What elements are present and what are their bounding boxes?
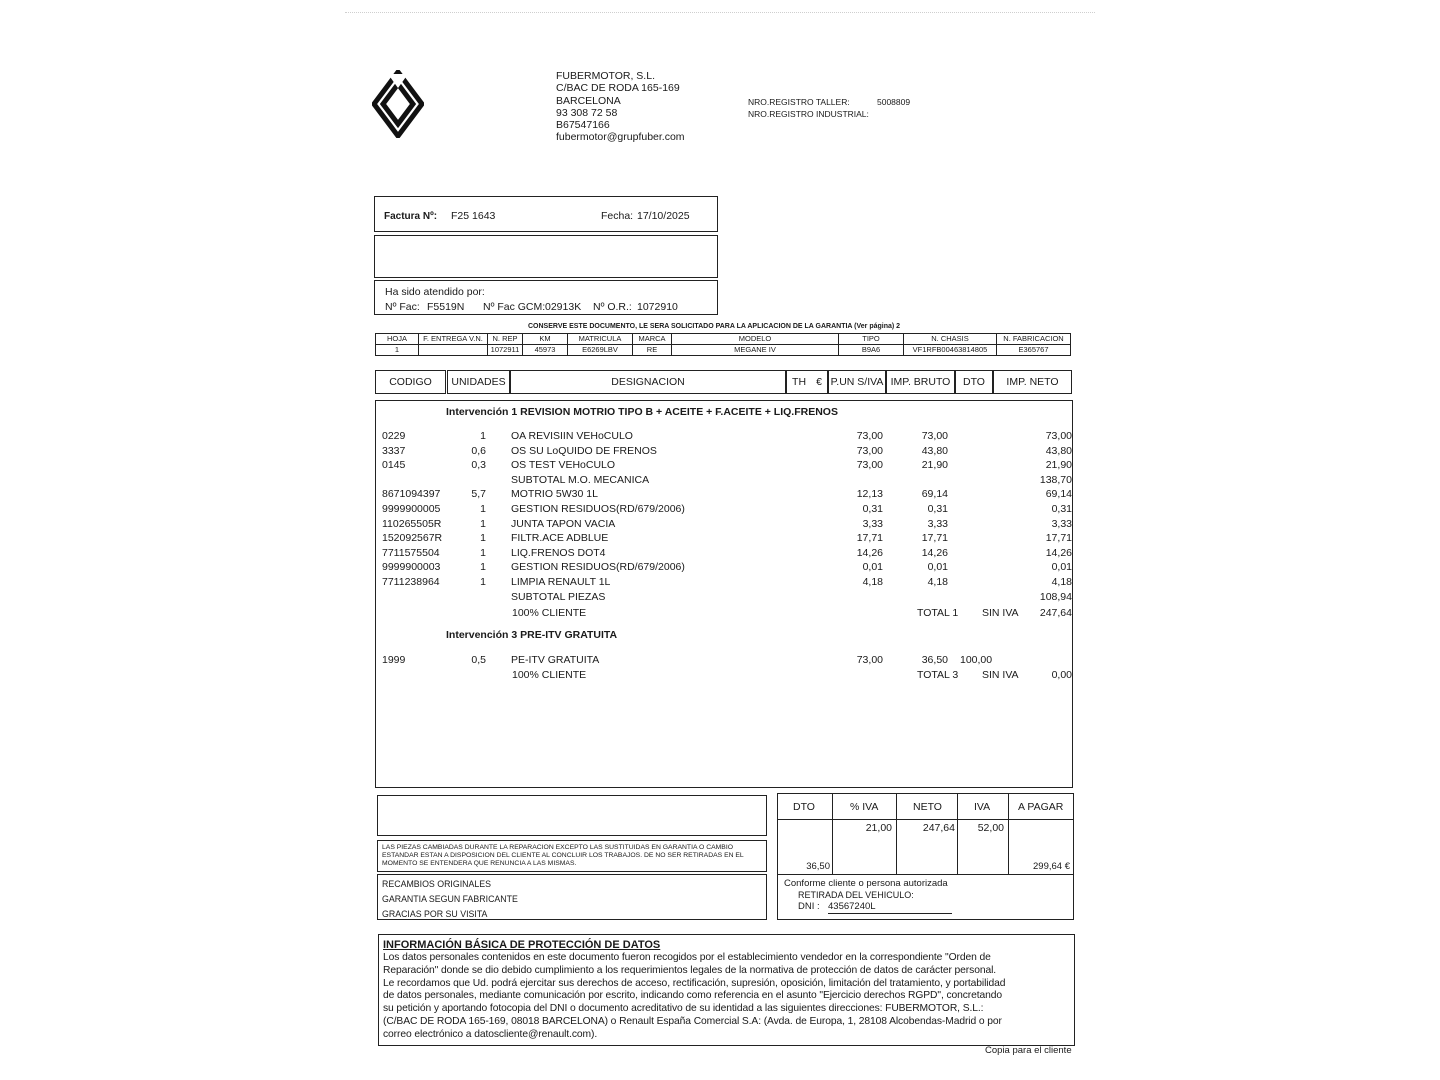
line-units: 1: [480, 561, 486, 574]
totals-iva-value: 52,00: [977, 822, 1004, 834]
company-info: [556, 70, 685, 144]
totals-col-divider: [957, 793, 958, 875]
line-code: 7711575504: [382, 546, 440, 559]
totals-header-iva-pct: % IVA: [850, 801, 879, 813]
intervention-1-client: 100% CLIENTE: [512, 607, 587, 619]
vehicle-header: MATRICULA: [568, 334, 633, 345]
line-code: 8671094397: [382, 488, 441, 501]
vehicle-value: E6269LBV: [568, 345, 633, 356]
col-header-neto: IMP. NETO: [993, 370, 1072, 394]
totals-neto-value: 247,64: [922, 822, 955, 834]
line-unit-price: 17,71: [856, 532, 883, 545]
line-units: 1: [480, 430, 486, 442]
totals-col-divider: [832, 793, 833, 875]
vehicle-value: MEGANE IV: [672, 345, 839, 356]
totals-iva-pct-value: 21,00: [865, 822, 892, 834]
line-net: 0,31: [1051, 503, 1072, 515]
line-code: 0145: [382, 459, 406, 472]
attended-gcm: 02913K: [545, 301, 582, 313]
attended-fac: F5519N: [427, 301, 465, 313]
line-units: 0,5: [471, 654, 486, 666]
registry-taller-label: NRO.REGISTRO TALLER:: [748, 97, 850, 107]
signature-line2: RETIRADA DEL VEHICULO:: [798, 890, 914, 900]
registry-industrial-label: NRO.REGISTRO INDUSTRIAL:: [748, 109, 869, 119]
line-item-row: [382, 531, 1072, 545]
line-description: OS TEST VEHoCULO: [511, 459, 616, 472]
vehicle-header: N. FABRICACION: [997, 334, 1071, 345]
line-unit-price: 0,01: [862, 561, 883, 574]
invoice-date: 17/10/2025: [637, 210, 690, 222]
note-gracias: GRACIAS POR SU VISITA: [382, 909, 488, 919]
col-header-codigo: CODIGO: [375, 370, 446, 394]
totals-header-pagar: A PAGAR: [1018, 801, 1064, 813]
line-net: 73,00: [1045, 430, 1072, 442]
line-description: GESTION RESIDUOS(RD/679/2006): [511, 503, 685, 515]
invoice-box: [374, 196, 718, 232]
line-item-row: [382, 502, 1072, 516]
company-phone: 93 308 72 58: [556, 106, 618, 119]
line-unit-price: 73,00: [856, 444, 883, 457]
vehicle-table: [375, 333, 1071, 356]
copy-note: Copia para el cliente: [985, 1045, 1072, 1056]
line-code: 9999900005: [382, 503, 441, 515]
vehicle-value: 1072911: [488, 345, 523, 356]
line-gross: 0,01: [927, 561, 948, 574]
col-header-th: [786, 370, 828, 394]
col-header-euro: €: [816, 376, 822, 388]
col-header-th-label: TH: [792, 376, 807, 388]
line-item-row: [382, 444, 1072, 458]
line-gross: 3,33: [927, 517, 948, 530]
invoice-date-label: Fecha:: [601, 210, 634, 222]
vehicle-header-row: [376, 334, 1071, 345]
vehicle-header: MARCA: [633, 334, 672, 345]
company-address: C/BAC DE RODA 165-169: [556, 82, 680, 95]
data-protection-line: correo electrónico a datoscliente@renault.com).: [383, 1028, 598, 1040]
company-email: fubermotor@grupfuber.com: [556, 131, 685, 144]
registry-taller-value: 5008809: [877, 97, 911, 107]
line-description: LIMPIA RENAULT 1L: [511, 576, 611, 588]
line-unit-price: 14,26: [856, 546, 883, 559]
company-name: FUBERMOTOR, S.L.: [556, 70, 655, 82]
vehicle-header: N. REP: [488, 334, 523, 345]
attended-gcm-label: Nº Fac GCM:: [483, 301, 546, 313]
line-unit-price: 73,00: [856, 654, 883, 666]
line-gross: 17,71: [921, 532, 948, 545]
line-code: 9999900003: [382, 561, 441, 574]
line-item-row: [382, 429, 1072, 443]
line-item-row: [382, 458, 1072, 472]
data-protection-line: de datos personales, mediante comunicación por escrito, indicando como referencia en el asunto "Ejercicio derechos RGPD", concretando: [383, 990, 1003, 1002]
intervention-3-total-row: [382, 668, 1072, 682]
intervention-3-total: 0,00: [1051, 669, 1072, 681]
intervention-1-total: 247,64: [1039, 607, 1072, 619]
vehicle-value: VF1RFB00463814805: [904, 345, 997, 356]
data-protection-line: (C/BAC DE RODA 165-169, 08018 BARCELONA) o Renault España Comercial S.A: (Avda. de Europa, 1, 28108 Alcobendas-Madrid o por: [383, 1015, 1002, 1027]
intervention-3-title: Intervención 3 PRE-ITV GRATUITA: [446, 629, 618, 641]
totals-header-iva: IVA: [974, 801, 991, 813]
signature-dni: 43567240L: [828, 901, 952, 914]
line-description: OA REVISIIN VEHoCULO: [511, 430, 633, 442]
note-garantia: GARANTIA SEGUN FABRICANTE: [382, 894, 518, 904]
vehicle-header: TIPO: [839, 334, 904, 345]
company-city: BARCELONA: [556, 94, 621, 107]
vehicle-values-row: [376, 345, 1071, 356]
line-net: 4,18: [1051, 576, 1072, 588]
notes-box: [377, 874, 767, 920]
line-net: 138,70: [1039, 473, 1072, 486]
line-net: 108,94: [1039, 590, 1072, 603]
totals-dto-value: 36,50: [806, 861, 830, 872]
page-top-rule: [345, 12, 1095, 13]
data-protection-line: Le recordamos que Ud. podrá ejercitar sus derechos de acceso, rectificación, supresión, oposición, limitación del tratamiento, y portabilidad: [383, 977, 1006, 989]
line-code: 1999: [382, 654, 406, 666]
line-description: SUBTOTAL M.O. MECANICA: [511, 473, 650, 486]
vehicle-header: HOJA: [376, 334, 419, 345]
attended-or-label: Nº O.R.:: [593, 301, 632, 313]
line-item-row: [382, 653, 1072, 667]
vehicle-value: E365767: [997, 345, 1071, 356]
line-gross: 21,90: [921, 459, 948, 472]
line-gross: 14,26: [921, 546, 948, 559]
line-code: 152092567R: [382, 532, 443, 545]
totals-col-divider: [896, 793, 897, 875]
disclaimer-box: [377, 840, 767, 872]
line-units: 1: [480, 503, 486, 515]
totals-pagar-value: 299,64 €: [1033, 861, 1070, 872]
note-recambios: RECAMBIOS ORIGINALES: [382, 879, 492, 889]
line-item-row: [382, 546, 1072, 560]
col-header-unidades: UNIDADES: [447, 370, 510, 394]
line-code: 3337: [382, 444, 406, 457]
signature-line1: Conforme cliente o persona autorizada: [784, 878, 948, 889]
vehicle-value: B9A6: [839, 345, 904, 356]
line-unit-price: 0,31: [862, 503, 883, 515]
vehicle-header: KM: [523, 334, 568, 345]
line-description: SUBTOTAL PIEZAS: [511, 590, 606, 603]
line-description: LIQ.FRENOS DOT4: [511, 546, 606, 559]
vehicle-value: [419, 345, 488, 356]
line-item-row: [382, 590, 1072, 604]
line-units: 1: [480, 546, 486, 559]
col-header-designacion: DESIGNACION: [510, 370, 786, 394]
attended-title: Ha sido atendido por:: [385, 286, 485, 298]
line-item-row: [382, 487, 1072, 501]
line-gross: 36,50: [921, 654, 948, 666]
line-units: 1: [480, 532, 486, 545]
line-code: 7711238964: [382, 576, 440, 588]
line-item-row: [382, 473, 1072, 487]
data-protection-line: Los datos personales contenidos en este documento fueron recogidos por el establecimiento vendedor en la correspondiente "Orden de: [383, 952, 991, 963]
intervention-3-sin-iva: SIN IVA: [982, 669, 1019, 681]
line-net: 17,71: [1045, 532, 1072, 545]
line-discount: 100,00: [960, 654, 993, 666]
line-gross: 4,18: [927, 576, 948, 588]
line-net: 14,26: [1045, 546, 1072, 559]
line-gross: 73,00: [921, 430, 948, 442]
line-units: 1: [480, 517, 486, 530]
vehicle-value: 1: [376, 345, 419, 356]
totals-header-neto: NETO: [913, 801, 942, 813]
vehicle-value: 45973: [523, 345, 568, 356]
renault-logo-icon: [372, 70, 424, 138]
invoice-number: F25 1643: [451, 210, 496, 222]
col-header-bruto: IMP. BRUTO: [886, 370, 955, 394]
data-protection-box: [378, 934, 1075, 1046]
line-net: 43,80: [1045, 444, 1072, 457]
attended-or: 1072910: [637, 301, 678, 313]
data-protection-line: Reparación" donde se dio debido cumplimiento a los requerimientos legales de la normativa de protección de datos de carácter personal.: [383, 964, 997, 976]
line-net: 21,90: [1045, 459, 1072, 472]
line-unit-price: 4,18: [862, 576, 883, 588]
vehicle-header: F. ENTREGA V.N.: [419, 334, 488, 345]
invoice-number-label: Factura Nº:: [384, 211, 438, 222]
intervention-1-title: Intervención 1 REVISION MOTRIO TIPO B + ACEITE + F.ACEITE + LIQ.FRENOS: [446, 406, 838, 418]
line-units: 0,6: [471, 444, 486, 457]
line-description: PE-ITV GRATUITA: [511, 654, 600, 666]
intervention-1-total-label: TOTAL 1: [917, 607, 959, 619]
observations-box: [377, 795, 767, 836]
vehicle-header: MODELO: [672, 334, 839, 345]
client-box: [374, 235, 718, 278]
data-protection-title: INFORMACIÓN BÁSICA DE PROTECCIÓN DE DATOS: [383, 939, 661, 951]
line-description: JUNTA TAPON VACIA: [511, 517, 616, 530]
line-description: OS SU LoQUIDO DE FRENOS: [511, 444, 657, 457]
line-code: 110265505R: [382, 517, 442, 530]
line-description: FILTR.ACE ADBLUE: [511, 532, 609, 545]
signature-dni-label: DNI :: [798, 901, 820, 912]
line-code: 0229: [382, 430, 406, 442]
line-description: MOTRIO 5W30 1L: [511, 488, 598, 501]
line-net: 0,01: [1051, 561, 1072, 574]
line-net: 69,14: [1045, 488, 1072, 501]
col-header-dto: DTO: [955, 370, 993, 394]
company-cif: B67547166: [556, 119, 610, 132]
line-units: 1: [480, 576, 486, 588]
col-header-pun: P.UN S/IVA: [828, 370, 886, 394]
attended-fac-label: Nº Fac:: [385, 301, 420, 313]
line-net: 3,33: [1051, 517, 1072, 530]
line-unit-price: 3,33: [862, 517, 883, 530]
line-item-row: [382, 517, 1072, 531]
intervention-1-total-row: [382, 606, 1072, 620]
disclaimer-text: LAS PIEZAS CAMBIADAS DURANTE LA REPARACION EXCEPTO LAS SUSTITUIDAS EN GARANTIA O CAMBIO ESTANDAR ESTAN A DISPOSICION DEL CLIENTE AL CONCLUIR LOS TRABAJOS. DE NO SER RETIRADAS EN EL MOMENTO SE ENTENDERA QUE RENUNCIA A LAS MISMAS.: [382, 844, 744, 867]
line-gross: 0,31: [927, 503, 948, 515]
line-units: 0,3: [471, 459, 486, 472]
intervention-1-sin-iva: SIN IVA: [982, 607, 1019, 619]
line-item-row: [382, 575, 1072, 589]
data-protection-line: su petición y aportando fotocopia del DNI o documento acreditativo de su identidad a las siguientes direcciones: FUBERMOTOR, S.L.:: [383, 1003, 984, 1015]
line-unit-price: 73,00: [856, 459, 883, 472]
intervention-3-total-label: TOTAL 3: [917, 669, 959, 681]
vehicle-value: RE: [633, 345, 672, 356]
totals-divider: [777, 819, 1074, 820]
line-item-row: [382, 560, 1072, 574]
warranty-note: CONSERVE ESTE DOCUMENTO, LE SERA SOLICITADO PARA LA APLICACION DE LA GARANTIA (Ver página) 2: [528, 323, 901, 330]
signature-box: [777, 874, 1074, 920]
line-units: 5,7: [471, 488, 486, 501]
attended-box: [374, 280, 718, 315]
vehicle-header: N. CHASIS: [904, 334, 997, 345]
totals-header-dto: DTO: [793, 801, 815, 813]
line-unit-price: 12,13: [856, 488, 883, 501]
line-gross: 69,14: [921, 488, 948, 501]
intervention-3-client: 100% CLIENTE: [512, 669, 587, 681]
line-gross: 43,80: [921, 444, 948, 457]
line-unit-price: 73,00: [856, 430, 883, 442]
line-description: GESTION RESIDUOS(RD/679/2006): [511, 561, 685, 574]
